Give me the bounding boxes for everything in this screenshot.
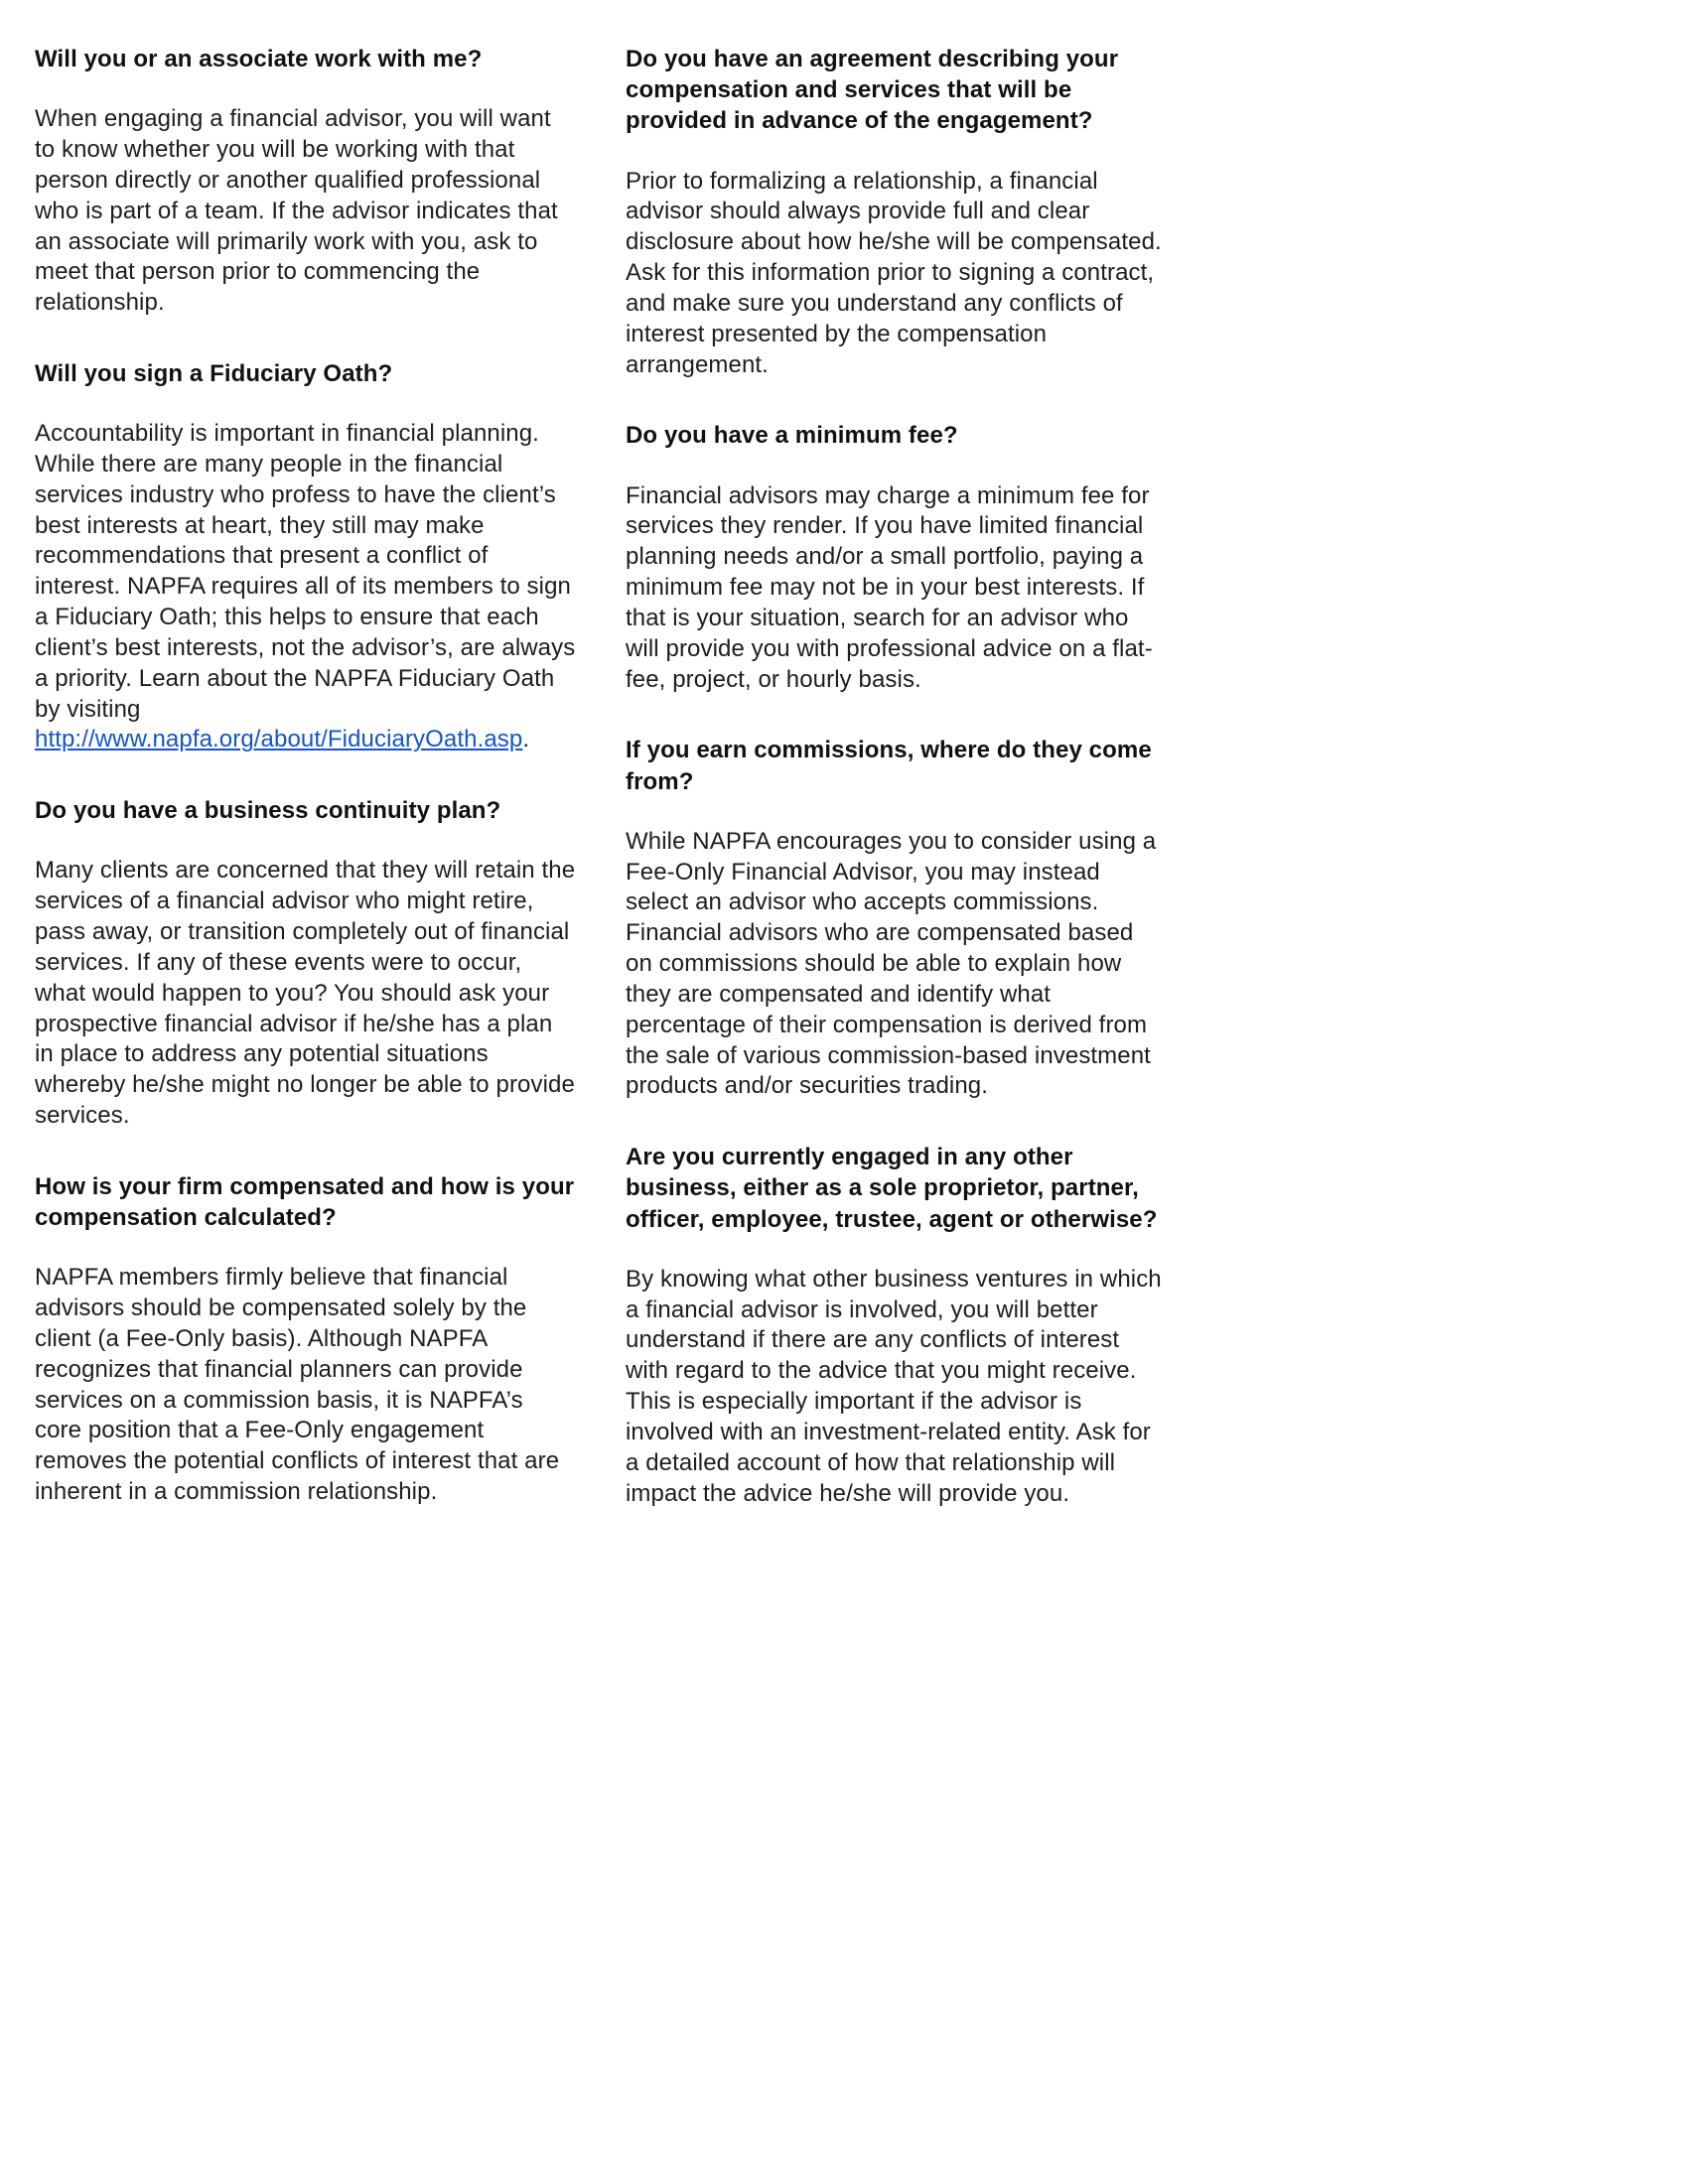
section-heading: Do you have an agreement describing your compensation and services that will be provided in advance of the engagement?: [626, 46, 1119, 135]
faq-section-agreement: [626, 44, 1167, 380]
section-heading: Will you or an associate work with me?: [35, 46, 483, 72]
section-body: By knowing what other business ventures in which a financial advisor is involved, you will better understand if there are any conflicts of interest with regard to the advice that you might receive. This is especially important if the advisor is involved with an investment-related entity. Ask for a detailed account of how that relationship will impact the advice he/she will provide you.: [626, 1265, 1162, 1507]
section-heading: How is your firm compensated and how is your compensation calculated?: [35, 1172, 575, 1232]
section-heading: Are you currently engaged in any other business, either as a sole proprietor, partner, officer, employee, trustee, agent or otherwise?: [626, 1144, 1158, 1233]
faq-section-commissions: [626, 735, 1167, 1102]
section-heading: If you earn commissions, where do they come from?: [626, 737, 1152, 795]
body-text-before-link: Accountability is important in financial planning. While there are many people in the financial services industry who profess to have the client’s best interests at heart, they still may make recommendations that present a conflict of interest. NAPFA requires all of its members to sign a Fiduciary Oath; this helps to ensure that each client’s best interests, not the advisor’s, are always a priority. Learn about the NAPFA Fiduciary Oath by visiting: [35, 420, 576, 723]
section-body: Prior to formalizing a relationship, a financial advisor should always provide full and clear disclosure about how he/she will be compensated. Ask for this information prior to signing a contract, and make sure you understand any conflicts of interest presented by the compensation arrangement.: [626, 167, 1162, 378]
faq-section-associate: [35, 44, 576, 319]
section-body: Financial advisors may charge a minimum fee for services they render. If you have limited financial planning needs and/or a small portfolio, paying a minimum fee may not be in your best interests. If that is your situation, search for an advisor who will provide you with professional advice on a flat-fee, project, or hourly basis.: [626, 481, 1153, 693]
section-body: When engaging a financial advisor, you will want to know whether you will be working with that person directly or another qualified professional who is part of a team. If the advisor indicates that an associate will primarily work with you, ask to meet that person prior to commencing the relationship.: [35, 105, 558, 317]
section-heading: Will you sign a Fiduciary Oath?: [35, 359, 393, 387]
section-body: While NAPFA encourages you to consider using a Fee-Only Financial Advisor, you may instead select an advisor who accepts commissions. Financial advisors who are compensated based on commissions should be able to explain how they are compensated and identify what percentage of their compensation is derived from the sale of various commission-based investment products and/or securities trading.: [626, 827, 1157, 1100]
faq-section-continuity-plan: [35, 795, 576, 1132]
section-heading: Do you have a business continuity plan?: [35, 797, 501, 825]
faq-section-fiduciary-oath: [35, 358, 576, 755]
fiduciary-oath-link[interactable]: http://www.napfa.org/about/FiduciaryOath.asp: [35, 726, 523, 753]
two-column-layout: [35, 44, 1653, 1509]
faq-section-minimum-fee: [626, 420, 1167, 695]
section-body: NAPFA members firmly believe that financial advisors should be compensated solely by the client (a Fee-Only basis). Although NAPFA recognizes that financial planners can provide services on a commission basis, it is NAPFA’s core position that a Fee-Only engagement removes the potential conflicts of interest that are inherent in a commission relationship.: [35, 1264, 560, 1506]
section-body: [35, 419, 576, 755]
section-heading: Do you have a minimum fee?: [626, 422, 958, 450]
right-column: [626, 44, 1167, 1509]
faq-section-other-business: [626, 1142, 1167, 1509]
section-body: Many clients are concerned that they will retain the services of a financial advisor who might retire, pass away, or transition completely out of financial services. If any of these events were to occur, what would happen to you? You should ask your prospective financial advisor if he/she has a plan in place to address any potential situations whereby he/she might no longer be able to provide services.: [35, 857, 576, 1130]
body-text-after-link: .: [522, 726, 530, 753]
left-column: [35, 44, 576, 1508]
faq-section-firm-compensation: [35, 1171, 576, 1508]
